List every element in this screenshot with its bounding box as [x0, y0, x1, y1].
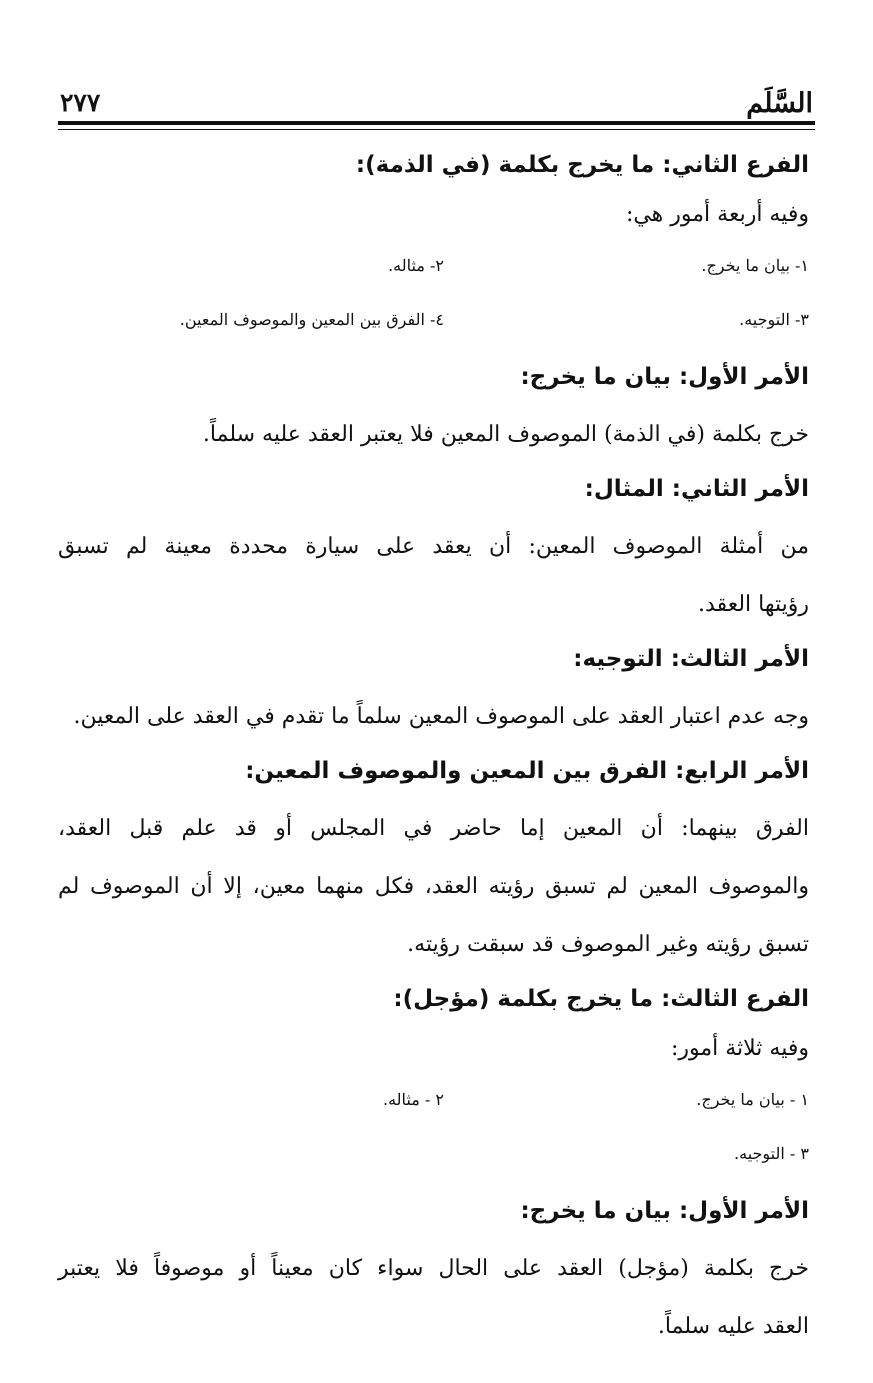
paragraph-line: العقد عليه سلماً.: [657, 1314, 809, 1339]
subsection-heading: الأمر الأول: بيان ما يخرج:: [520, 1198, 809, 1224]
list-item: ٣- التوجيه.: [739, 310, 809, 329]
section-heading: الفرع الثاني: ما يخرج بكلمة (في الذمة):: [355, 152, 809, 178]
paragraph-line: والموصوف المعين لم تسبق رؤيته العقد، فكل منهما معين، إلا أن الموصوف لم: [58, 874, 809, 899]
paragraph-line: خرج بكلمة (مؤجل) العقد على الحال سواء كان معيناً أو موصوفاً فلا يعتبر: [58, 1256, 809, 1281]
page-number: ٢٧٧: [60, 88, 101, 117]
page-content: [58, 152, 809, 1340]
list-item: ٣ - التوجيه.: [734, 1144, 809, 1163]
paragraph-line: الفرق بينهما: أن المعين إما حاضر في المجلس أو قد علم قبل العقد،: [58, 816, 809, 841]
section-intro: وفيه ثلاثة أمور:: [670, 1036, 809, 1061]
running-header-title: السَّلَم: [746, 88, 813, 119]
subsection-heading: الأمر الثاني: المثال:: [584, 476, 809, 502]
list-item: ٢- مثاله.: [388, 256, 444, 275]
paragraph-line: خرج بكلمة (في الذمة) الموصوف المعين فلا يعتبر العقد عليه سلماً.: [202, 422, 809, 447]
list-item: ٢ - مثاله.: [383, 1090, 444, 1109]
paragraph-line: تسبق رؤيته وغير الموصوف قد سبقت رؤيته.: [407, 932, 809, 957]
subsection-heading: الأمر الأول: بيان ما يخرج:: [520, 364, 809, 390]
list-row: [58, 310, 809, 336]
section-heading: الفرع الثالث: ما يخرج بكلمة (مؤجل):: [393, 986, 809, 1012]
header-rule-thick: [58, 121, 815, 125]
list-row: [58, 1144, 809, 1170]
paragraph-line: من أمثلة الموصوف المعين: أن يعقد على سيارة محددة معينة لم تسبق: [58, 534, 809, 559]
list-row: [58, 256, 809, 282]
subsection-heading: الأمر الرابع: الفرق بين المعين والموصوف المعين:: [245, 758, 809, 784]
paragraph-line: وجه عدم اعتبار العقد على الموصوف المعين سلماً ما تقدم في العقد على المعين.: [73, 704, 809, 729]
subsection-heading: الأمر الثالث: التوجيه:: [573, 646, 809, 672]
list-item: ٤- الفرق بين المعين والموصوف المعين.: [179, 310, 444, 329]
list-item: ١- بيان ما يخرج.: [701, 256, 809, 275]
list-row: [58, 1090, 809, 1116]
list-item: ١ - بيان ما يخرج.: [696, 1090, 809, 1109]
header-rule-thin: [58, 129, 815, 130]
paragraph-line: رؤيتها العقد.: [698, 592, 809, 617]
section-intro: وفيه أربعة أمور هي:: [625, 202, 809, 227]
